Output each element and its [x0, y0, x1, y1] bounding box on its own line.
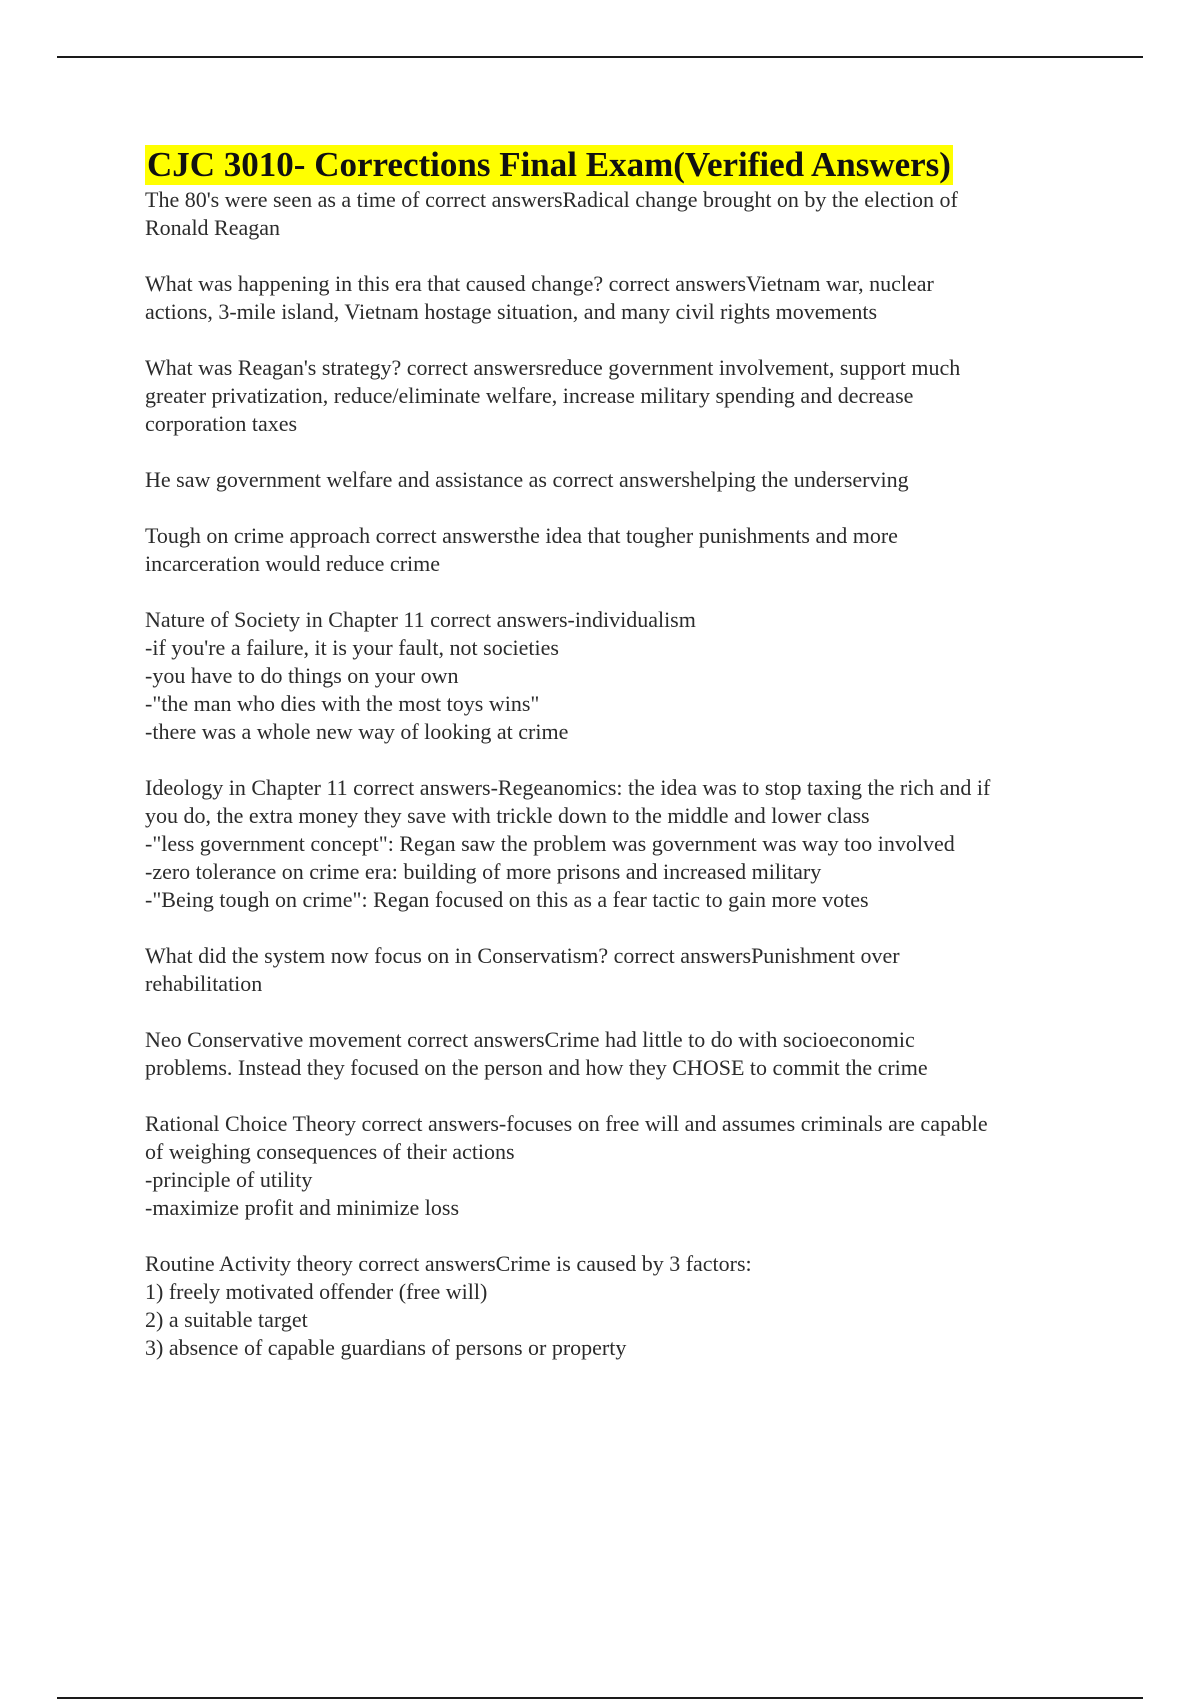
qa-question-line: What was happening in this era that caused change? correct answersVietnam war, nuclear	[145, 271, 934, 296]
qa-answer-line: incarceration would reduce crime	[145, 551, 441, 576]
qa-question-line: Tough on crime approach correct answersthe idea that tougher punishments and more	[145, 523, 898, 548]
qa-answer-line: 3) absence of capable guardians of persons or property	[145, 1335, 627, 1360]
qa-answer-line: you do, the extra money they save with trickle down to the middle and lower class	[145, 803, 870, 828]
bottom-rule	[57, 1697, 1143, 1699]
qa-entry	[145, 1110, 1095, 1222]
qa-entry	[145, 942, 1095, 998]
qa-answer-line: corporation taxes	[145, 411, 298, 436]
qa-answer-line: -"the man who dies with the most toys wins"	[145, 691, 540, 716]
qa-question-line: Rational Choice Theory correct answers-focuses on free will and assumes criminals are capable	[145, 1111, 988, 1136]
qa-answer-line: actions, 3-mile island, Vietnam hostage situation, and many civil rights movements	[145, 299, 878, 324]
qa-answer-line: Ronald Reagan	[145, 215, 281, 240]
qa-entry	[145, 270, 1095, 326]
qa-list	[145, 186, 1095, 1362]
qa-answer-line: -zero tolerance on crime era: building of more prisons and increased military	[145, 859, 822, 884]
qa-question-line: Ideology in Chapter 11 correct answers-Regeanomics: the idea was to stop taxing the rich and if	[145, 775, 991, 800]
qa-answer-line: greater privatization, reduce/eliminate welfare, increase military spending and decrease	[145, 383, 914, 408]
qa-entry	[145, 774, 1095, 914]
qa-entry	[145, 1250, 1095, 1362]
qa-question-line: Routine Activity theory correct answersCrime is caused by 3 factors:	[145, 1251, 752, 1276]
qa-entry	[145, 522, 1095, 578]
qa-entry	[145, 354, 1095, 438]
qa-entry	[145, 1026, 1095, 1082]
qa-answer-line: of weighing consequences of their actions	[145, 1139, 515, 1164]
qa-answer-line: -"less government concept": Regan saw the problem was government was way too involved	[145, 831, 955, 856]
qa-answer-line: -"Being tough on crime": Regan focused on this as a fear tactic to gain more votes	[145, 887, 869, 912]
qa-question-line: What did the system now focus on in Conservatism? correct answersPunishment over	[145, 943, 900, 968]
qa-answer-line: -there was a whole new way of looking at crime	[145, 719, 569, 744]
qa-question-line: He saw government welfare and assistance as correct answershelping the underserving	[145, 467, 909, 492]
qa-answer-line: -maximize profit and minimize loss	[145, 1195, 460, 1220]
qa-question-line: Neo Conservative movement correct answersCrime had little to do with socioeconomic	[145, 1027, 915, 1052]
qa-answer-line: problems. Instead they focused on the person and how they CHOSE to commit the crime	[145, 1055, 928, 1080]
qa-question-line: Nature of Society in Chapter 11 correct answers-individualism	[145, 607, 696, 632]
qa-entry	[145, 186, 1095, 242]
document-body	[145, 145, 1095, 1390]
qa-answer-line: 1) freely motivated offender (free will)	[145, 1279, 488, 1304]
document-title: CJC 3010- Corrections Final Exam(Verified Answers)	[147, 145, 951, 184]
qa-answer-line: -principle of utility	[145, 1167, 313, 1192]
qa-question-line: What was Reagan's strategy? correct answersreduce government involvement, support much	[145, 355, 961, 380]
qa-entry	[145, 466, 1095, 494]
top-rule	[57, 56, 1143, 58]
qa-answer-line: -you have to do things on your own	[145, 663, 459, 688]
qa-question-line: The 80's were seen as a time of correct answersRadical change brought on by the election of	[145, 187, 958, 212]
qa-answer-line: -if you're a failure, it is your fault, not societies	[145, 635, 559, 660]
qa-answer-line: rehabilitation	[145, 971, 263, 996]
qa-answer-line: 2) a suitable target	[145, 1307, 308, 1332]
qa-entry	[145, 606, 1095, 746]
